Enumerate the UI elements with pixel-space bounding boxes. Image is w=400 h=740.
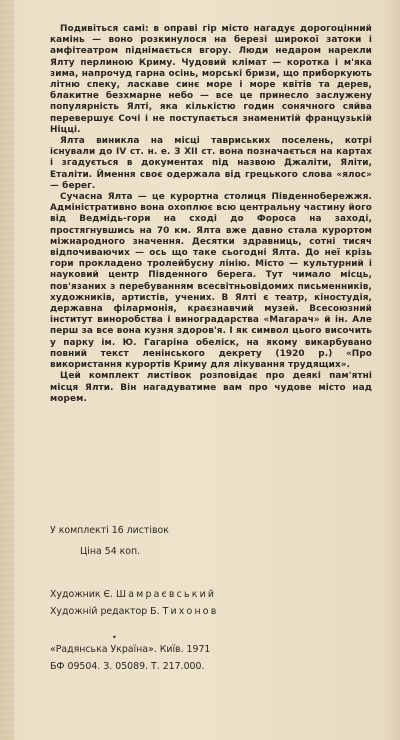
paragraph-closing: Цей комплект листівок розповідає про деякі пам'ятні місця Ялти. Він нагадуватиме вам про чудове місто над морем. [50,371,372,404]
art-editor-label: Художній редактор Б. [50,606,160,617]
paragraph-history: Ялта виникла на місці тавриських поселень, котрі існували до IV ст. н. е. З XII ст. вона позначається на картах і згадується в документах під назвою Джаліти, Яліти, Еталіти. Ймення своє одержала від грецького слова «ялос» — берег. [50,136,372,191]
credits [50,586,218,620]
price: Ціна 54 коп. [80,546,141,557]
artist-label: Художник Є. [50,589,114,600]
binding-edge [0,0,14,740]
art-editor-name: Тихонов [162,606,219,617]
artist-credit [50,586,218,603]
paragraph-intro: Подивіться самі: в оправі гір місто нагадує дорогоцінний камінь — воно розкинулося на березі широкої затоки і амфітеатром піднімається вгору. Люди недаром нарекли Ялту перлиною Криму. Чудовий клімат — коротка і м'яка зима, напрочуд гарна осінь, морські бризи, що приборкують літню спеку, ласкаве синє море і море квітів та дерев, блакитне безхмарне небо — все це принесло заслужену популярність Ялті, яка кількістю годин сонячного сяйва перевершує Сочі і не поступається знаменитій французькій Ніцці. [50,24,372,135]
publisher-line: «Радянська Україна». Київ. 1971 [50,644,211,655]
imprint [50,641,210,675]
art-editor-credit [50,603,218,620]
paragraph-modern-yalta: Сучасна Ялта — це курортна столиця Південнобережжя. Адміністративно вона охоплює всю центральну частину його від Ведмідь-гори на сході до Фороса на заході, простягнувшись на 70 км. Ялта вже давно стала курортом міжнародного значення. Десятки здравниць, сотні тисяч відпочиваючих — ось що таке сьогодні Ялта. До неї крізь гори прокладено тролейбусну лінію. Місто — культурний і науковий центр Південного берега. Тут чимало місць, пов'язаних з перебуванням всесвітньовідомих письменників, художників, артистів, учених. В Ялті є театр, кіностудія, державна філармонія, краєзнавчий музей. Всесоюзний інститут виноробства і виноградарства «Магарач» й ін. Але перш за все вона кузня здоров'я. І як символ цього височить у парку ім. Ю. Гагаріна обеліск, на якому викарбувано повний текст ленінського декрету (1920 р.) «Про використання курортів Криму для лікування трудящих». [50,192,372,371]
set-count: У комплекті 16 листівок [50,525,169,536]
description-text [50,24,372,405]
artist-name: Шамраєвський [116,589,217,600]
print-codes: БФ 09504. З. 05089. Т. 217.000. [50,661,205,672]
publisher-mark: • [112,633,117,642]
